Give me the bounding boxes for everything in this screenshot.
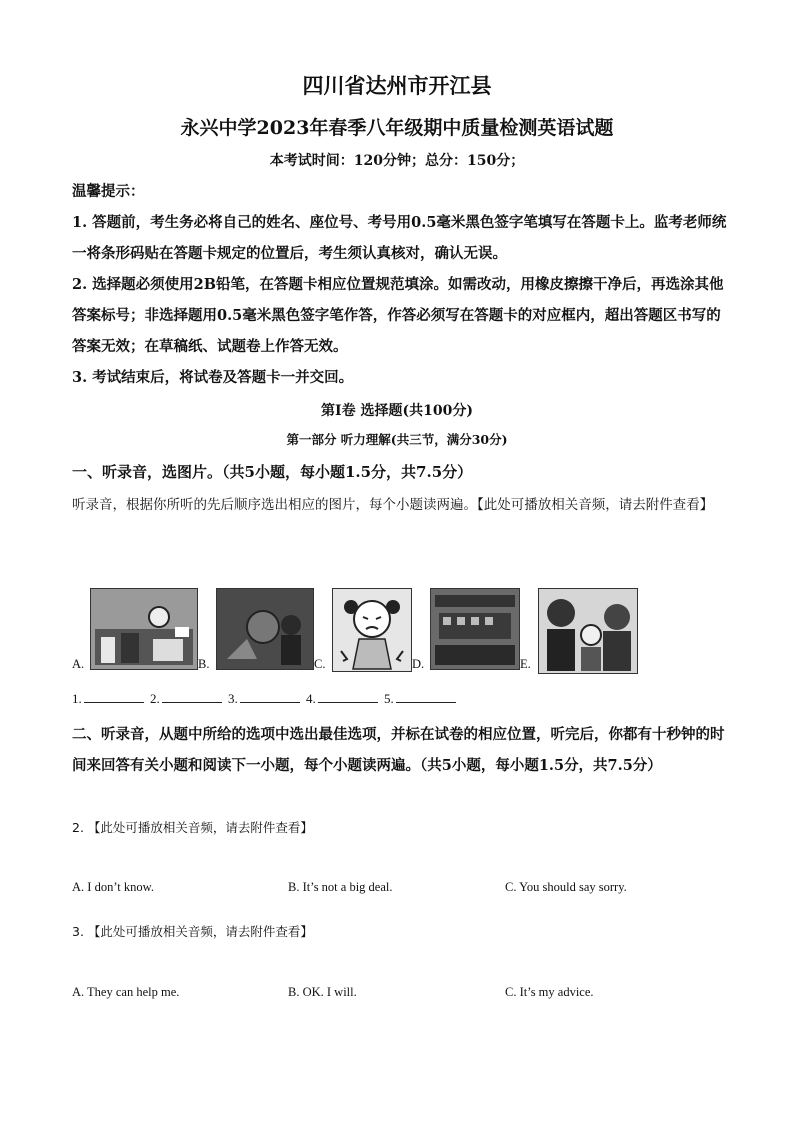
notes-block xyxy=(72,176,732,393)
question-2-option-a[interactable]: A. I don’t know. xyxy=(72,880,154,894)
question-3-option-c[interactable]: C. It’s my advice. xyxy=(505,985,594,999)
answer-blank-4[interactable] xyxy=(318,690,378,703)
question1-heading: 一、听录音，选图片。（共5小题，每小题1.5分，共7.5分） xyxy=(72,463,473,481)
answer-blank-5[interactable] xyxy=(396,690,456,703)
picture-label-e: E. xyxy=(520,657,531,671)
question2-heading: 二、听录音，从题中所给的选项中选出最佳选项，并标在试卷的相应位置，听完后，你都有十秒钟的时间来回答有关小题和阅读下一小题，每个小题读两遍。（共5小题，每小题1.5分，共7.5分） xyxy=(72,726,725,774)
question-3-option-b[interactable]: B. OK. I will. xyxy=(288,985,357,999)
blank-label-1: 1. xyxy=(72,691,82,706)
question-2-prompt: 2. 【此处可播放相关音频，请去附件查看】 xyxy=(72,820,313,835)
night-scene-icon xyxy=(216,588,314,670)
section-title: 第Ⅰ卷 选择题(共100分) xyxy=(321,403,473,419)
picture-options xyxy=(72,588,672,678)
note-item-3: 3. 考试结束后，将试卷及答题卡一并交回。 xyxy=(72,369,354,386)
picture-label-a: A. xyxy=(72,657,85,671)
family-icon xyxy=(538,588,638,674)
picture-label-b: B. xyxy=(198,657,210,671)
note-item-2: 2. 选择题必须使用2B铅笔，在答题卡相应位置规范填涂。如需改动，用橡皮擦擦干净后，再选涂其他答案标号；非选择题用0.5毫米黑色签字笔作答，作答必须写在答题卡的对应框内，超出答题区书写的答案无效；在草稿纸、试题卷上作答无效。 xyxy=(72,276,724,355)
answer-blank-2[interactable] xyxy=(162,690,222,703)
blank-label-4: 4. xyxy=(306,691,316,706)
note-item-1: 1. 答题前，考生务必将自己的姓名、座位号、考号用0.5毫米黑色签字笔填写在答题卡上。监考老师统一将条形码贴在答题卡规定的位置后，考生须认真核对，确认无误。 xyxy=(72,214,727,262)
part-title: 第一部分 听力理解(共三节，满分30分) xyxy=(286,432,508,447)
shop-scene-icon xyxy=(430,588,520,670)
street-scene-icon xyxy=(90,588,198,670)
blank-label-3: 3. xyxy=(228,691,238,706)
question-3-option-a[interactable]: A. They can help me. xyxy=(72,985,180,999)
question-2-option-b[interactable]: B. It’s not a big deal. xyxy=(288,880,393,894)
question-3-prompt: 3. 【此处可播放相关音频，请去附件查看】 xyxy=(72,924,313,939)
exam-info: 本考试时间：120分钟；总分：150分； xyxy=(269,153,525,169)
crying-girl-icon xyxy=(332,588,412,672)
answer-blank-3[interactable] xyxy=(240,690,300,703)
picture-label-c: C. xyxy=(314,657,326,671)
question1-instruction: 听录音，根据你所听的先后顺序选出相应的图片，每个小题读两遍。【此处可播放相关音频，请去附件查看】 xyxy=(72,497,714,513)
blank-label-2: 2. xyxy=(150,691,160,706)
page-title-exam: 永兴中学2023年春季八年级期中质量检测英语试题 xyxy=(180,117,614,139)
picture-label-d: D. xyxy=(412,657,425,671)
notes-heading: 温馨提示： xyxy=(72,183,145,200)
answer-blanks xyxy=(72,690,459,707)
answer-blank-1[interactable] xyxy=(84,690,144,703)
question-2-option-c[interactable]: C. You should say sorry. xyxy=(505,880,627,894)
page-title-region: 四川省达州市开江县 xyxy=(302,73,492,98)
blank-label-5: 5. xyxy=(384,691,394,706)
